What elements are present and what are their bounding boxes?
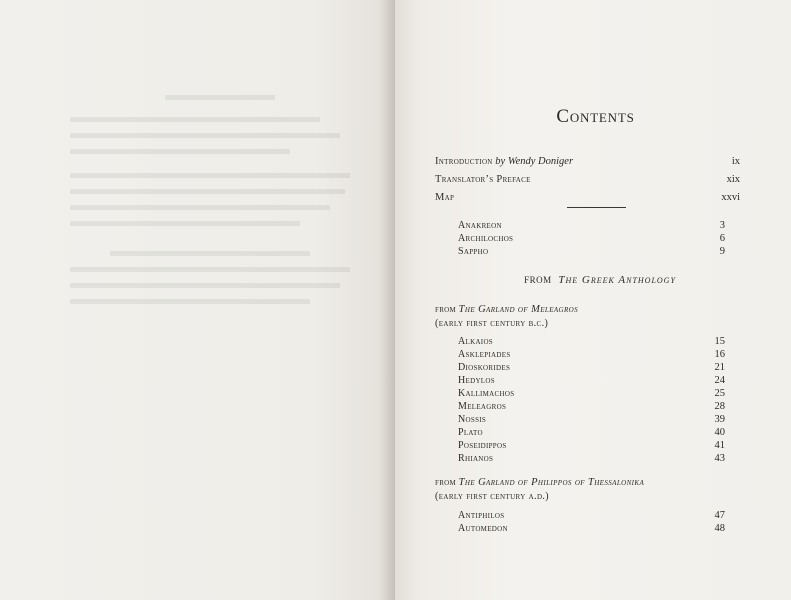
toc-page-number: 16	[714, 349, 725, 360]
toc-entry-poet: Rhianos	[458, 453, 494, 464]
toc-page-number: 40	[714, 427, 725, 438]
toc-entry-poet: Asklepiades	[458, 349, 511, 360]
toc-entry-poet: Antiphilos	[458, 510, 505, 521]
toc-page-number: 48	[714, 523, 725, 534]
toc-entry-introduction: Introduction by Wendy Doniger	[435, 156, 574, 167]
toc-page-number: 43	[714, 453, 725, 464]
toc-page-number: xxvi	[721, 192, 740, 203]
left-page	[0, 0, 395, 600]
toc-page-number: 39	[714, 414, 725, 425]
toc-entry-poet: Plato	[458, 427, 483, 438]
toc-entry-poet: Archilochos	[458, 233, 514, 244]
toc-entry-map: Map	[435, 192, 455, 203]
divider-rule	[567, 207, 626, 208]
page-title: Contents	[556, 106, 635, 127]
toc-entry-poet: Kallimachos	[458, 388, 515, 399]
toc-page-number: 24	[714, 375, 725, 386]
toc-entry-preface: Translator’s Preface	[435, 174, 531, 185]
philippos-heading: from The Garland of Philippos of Thessalonika	[435, 477, 645, 488]
toc-page-number: 3	[719, 220, 725, 231]
toc-page-number: 47	[714, 510, 725, 521]
toc-entry-poet: Automedon	[458, 523, 508, 534]
anthology-heading: from The Greek Anthology	[524, 272, 676, 286]
toc-entry-poet: Sappho	[458, 246, 489, 257]
philippos-date: (early first century a.d.)	[435, 491, 550, 502]
toc-page-number: xix	[726, 174, 740, 185]
show-through-text	[70, 95, 360, 315]
toc-entry-poet: Meleagros	[458, 401, 507, 412]
toc-entry-poet: Nossis	[458, 414, 487, 425]
right-page	[395, 0, 791, 600]
meleagros-heading: from The Garland of Meleagros	[435, 304, 579, 315]
toc-entry-poet: Hedylos	[458, 375, 495, 386]
toc-page-number: 21	[714, 362, 725, 373]
toc-page-number: 15	[714, 336, 725, 347]
toc-page-number: 25	[714, 388, 725, 399]
toc-entry-poet: Poseidippos	[458, 440, 507, 451]
toc-page-number: 41	[714, 440, 725, 451]
toc-page-number: 9	[719, 246, 725, 257]
meleagros-date: (early first century b.c.)	[435, 318, 549, 329]
toc-entry-poet: Dioskorides	[458, 362, 511, 373]
toc-entry-poet: Alkaios	[458, 336, 493, 347]
toc-page-number: 6	[719, 233, 725, 244]
toc-page-number: 28	[714, 401, 725, 412]
toc-entry-poet: Anakreon	[458, 220, 502, 231]
toc-page-number: ix	[731, 156, 740, 167]
